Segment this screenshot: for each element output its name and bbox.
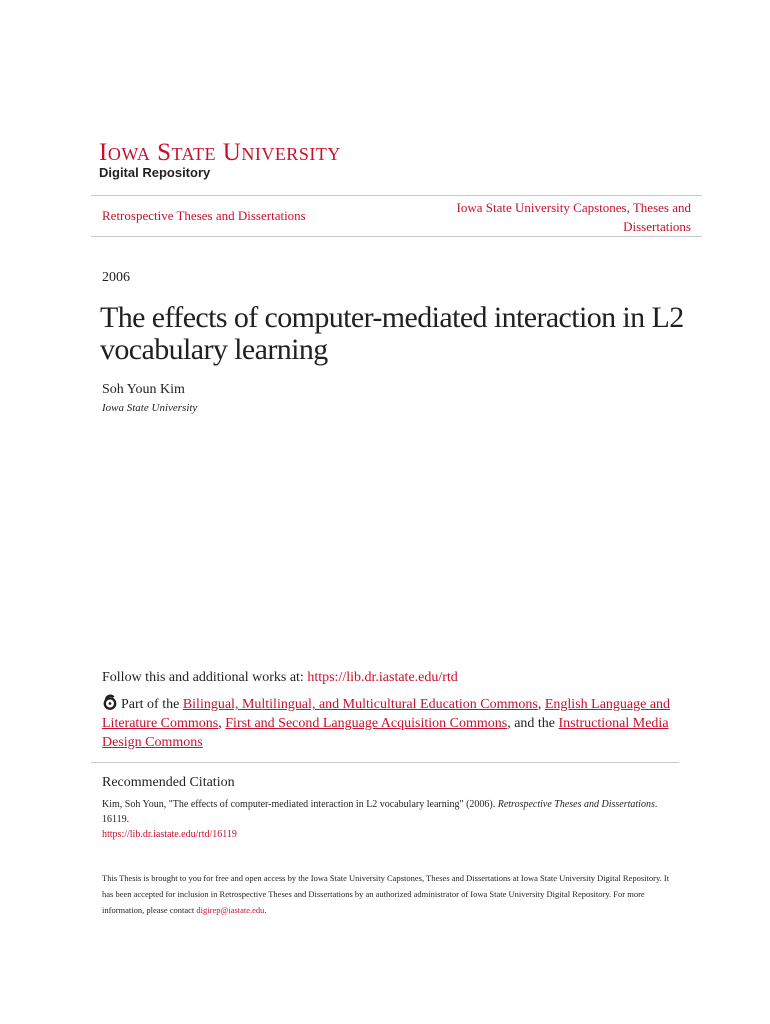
author-name: Soh Youn Kim — [102, 382, 185, 397]
follow-label: Follow this and additional works at: — [102, 670, 308, 685]
follow-line — [102, 670, 458, 686]
citation-number: . 16119. — [102, 799, 658, 825]
commons-link-second-language[interactable]: First and Second Language Acquisition Commons — [225, 716, 508, 731]
author-affiliation: Iowa State University — [102, 402, 198, 414]
citation-series: Retrospective Theses and Dissertations — [497, 799, 655, 810]
separator: , and the — [507, 716, 559, 731]
citation-link[interactable]: https://lib.dr.iastate.edu/rtd/16119 — [102, 829, 237, 840]
separator: , — [218, 716, 226, 731]
university-logo[interactable] — [99, 139, 341, 167]
logo-text: Iowa State University — [99, 139, 341, 166]
citation-body: Kim, Soh Youn, "The effects of computer-mediated interaction in L2 vocabulary learning" (2006). — [102, 799, 498, 810]
contact-email-link[interactable]: digirep@iastate.edu — [196, 905, 265, 915]
nav-link-retrospective-theses[interactable]: Retrospective Theses and Dissertations — [102, 208, 306, 223]
commons-link-bilingual[interactable]: Bilingual, Multilingual, and Multicultural Education Commons — [182, 697, 538, 712]
notice-end: . — [264, 905, 267, 915]
separator: , — [537, 697, 545, 712]
commons-link-instructional-media[interactable]: Instructional Media Design Commons — [102, 716, 669, 750]
commons-link-english-language[interactable]: English Language and Literature Commons — [102, 697, 671, 731]
page-title: The effects of computer-mediated interaction in L2 vocabulary learning — [100, 301, 684, 366]
citation-heading: Recommended Citation — [102, 775, 235, 790]
section-rule — [91, 762, 679, 763]
repository-label: Digital Repository — [99, 165, 211, 180]
access-notice — [102, 870, 682, 918]
header-rule-top — [91, 195, 702, 196]
follow-link[interactable]: https://lib.dr.iastate.edu/rtd — [307, 670, 458, 685]
part-of-prefix: Part of the — [121, 697, 183, 712]
nav-link-capstones-theses[interactable]: Iowa State University Capstones, Theses and Dissertations — [456, 200, 691, 234]
header-rule-bottom — [91, 236, 702, 237]
part-of-line — [102, 694, 672, 752]
notice-text: This Thesis is brought to you for free and open access by the Iowa State University Capstones, Theses and Dissertations at Iowa State University Digital Repository. It has been accepted for inclusion in Retrospective Theses and Dissertations by an authorized administrator of Iowa State University Digital Repository. For more information, please contact — [102, 873, 670, 915]
citation-text — [102, 797, 662, 842]
publication-year: 2006 — [102, 270, 130, 285]
open-access-icon — [102, 694, 118, 710]
